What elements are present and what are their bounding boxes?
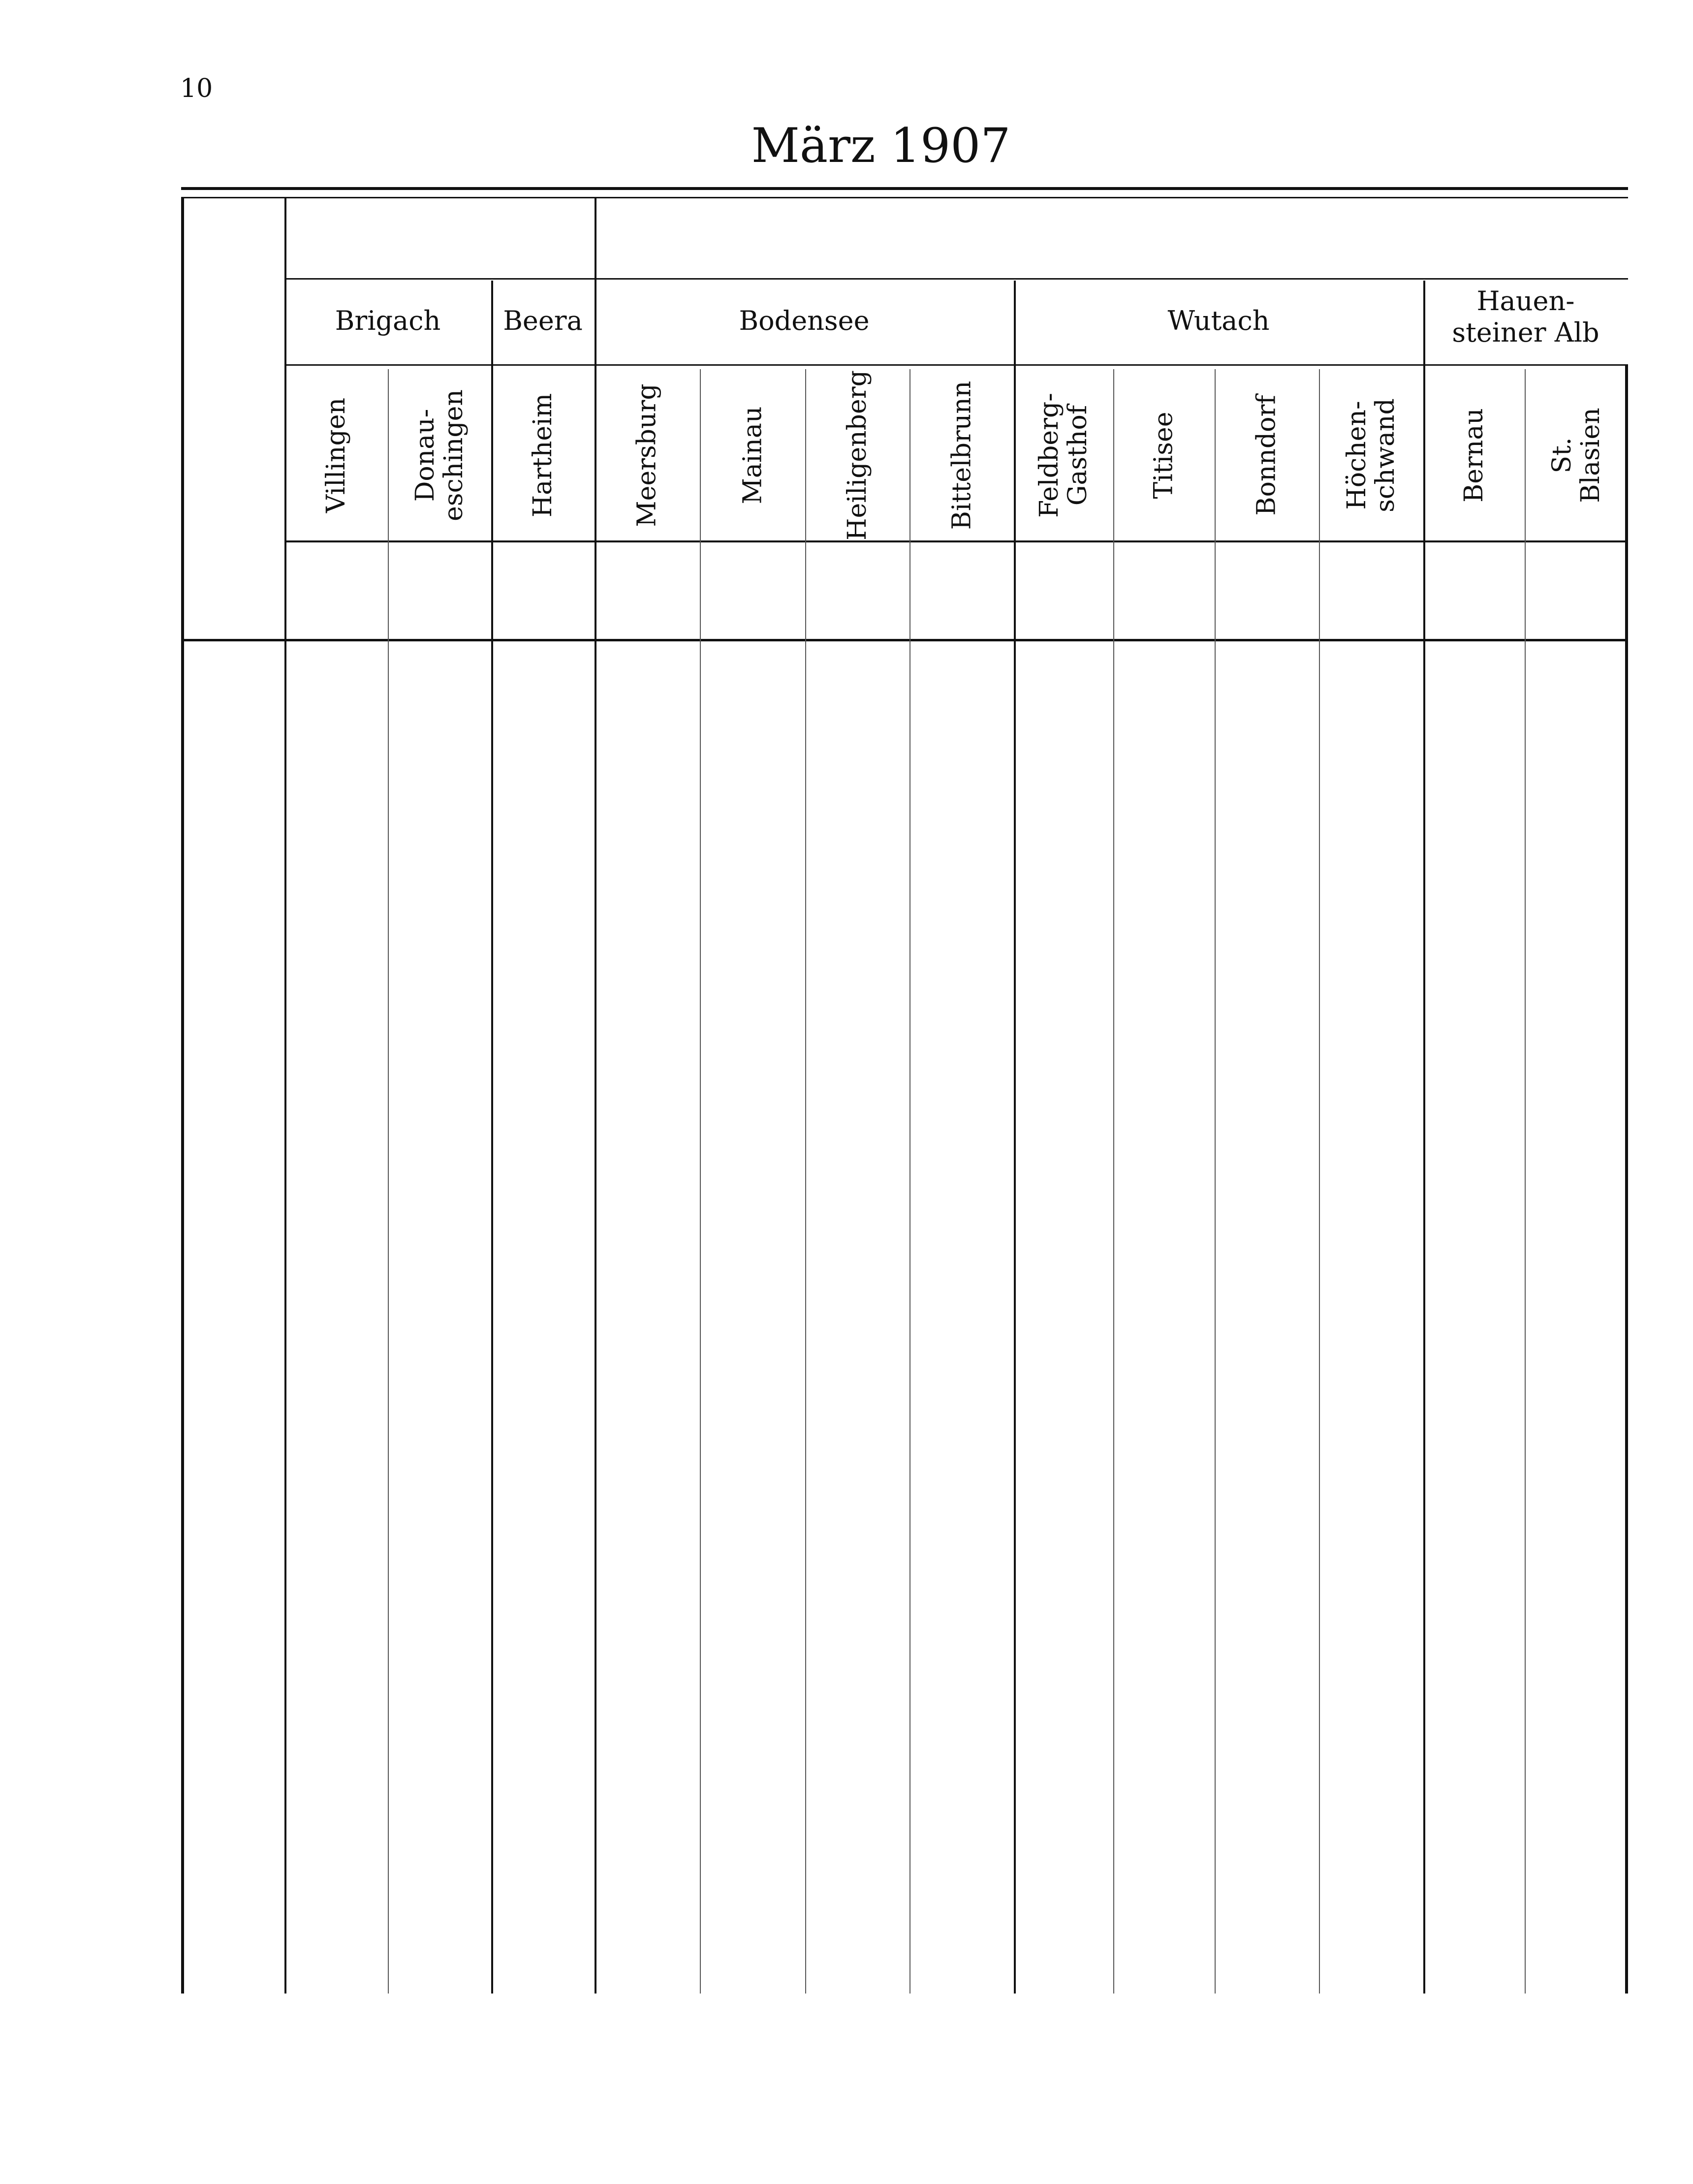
subgroup-3: Wutach	[1167, 305, 1270, 336]
station-name: Bernau	[1459, 408, 1489, 503]
station-name: Meersburg	[632, 383, 662, 527]
station-divider	[388, 369, 389, 1994]
station-divider	[1215, 369, 1216, 1994]
page-number: 10	[180, 74, 213, 103]
station-2	[491, 374, 595, 537]
subgroup-2: Bodensee	[739, 305, 870, 336]
top-rule-thick	[181, 187, 1628, 190]
station-0	[284, 374, 388, 537]
station-name: Donau- eschingen	[410, 389, 469, 521]
station-divider	[1319, 369, 1320, 1994]
bodensee-wutach-divider	[1014, 281, 1016, 1994]
station-name: Feldberg- Gasthof	[1035, 393, 1093, 518]
wutach-alb-divider	[1423, 281, 1425, 1994]
station-name: St. Blasien	[1547, 408, 1605, 503]
station-9	[1215, 374, 1319, 537]
station-name: Bonndorf	[1252, 395, 1282, 516]
subgroup-0: Brigach	[335, 305, 441, 336]
station-5	[805, 370, 909, 540]
station-11	[1423, 374, 1525, 537]
station-10	[1319, 374, 1423, 537]
station-name: Heiligenberg	[843, 370, 872, 540]
station-divider	[1113, 369, 1114, 1994]
station-divider	[805, 369, 806, 1994]
subgroup-1: Beera	[503, 305, 583, 336]
top-rule-thin	[181, 197, 1628, 198]
station-divider	[700, 369, 701, 1994]
station-8	[1113, 374, 1215, 537]
station-name: Bittelbrunn	[947, 380, 976, 530]
station-rule	[284, 540, 1628, 542]
subgroup-4: Hauen- steiner Alb	[1452, 285, 1599, 348]
station-name: Titisee	[1149, 411, 1179, 499]
station-3	[595, 374, 700, 537]
header-bottom-rule	[181, 639, 1628, 641]
left-border	[181, 197, 184, 1994]
page-title: März 1907	[751, 118, 1011, 173]
station-divider	[909, 369, 910, 1994]
subgroup-rule	[284, 364, 1628, 366]
station-divider	[1525, 369, 1526, 1994]
brigach-beera-divider	[491, 281, 493, 1994]
right-border	[1625, 364, 1628, 1994]
station-name: Hartheim	[528, 393, 558, 518]
station-12	[1525, 374, 1628, 537]
group-rule	[284, 278, 1628, 280]
station-1	[388, 374, 491, 537]
station-6	[909, 374, 1014, 537]
precipitation-table	[181, 187, 1628, 1994]
station-7	[1014, 374, 1113, 537]
station-name: Höchen- schwand	[1342, 398, 1400, 512]
station-name: Villingen	[321, 397, 351, 513]
station-4	[700, 374, 805, 537]
station-name: Mainau	[737, 406, 767, 505]
